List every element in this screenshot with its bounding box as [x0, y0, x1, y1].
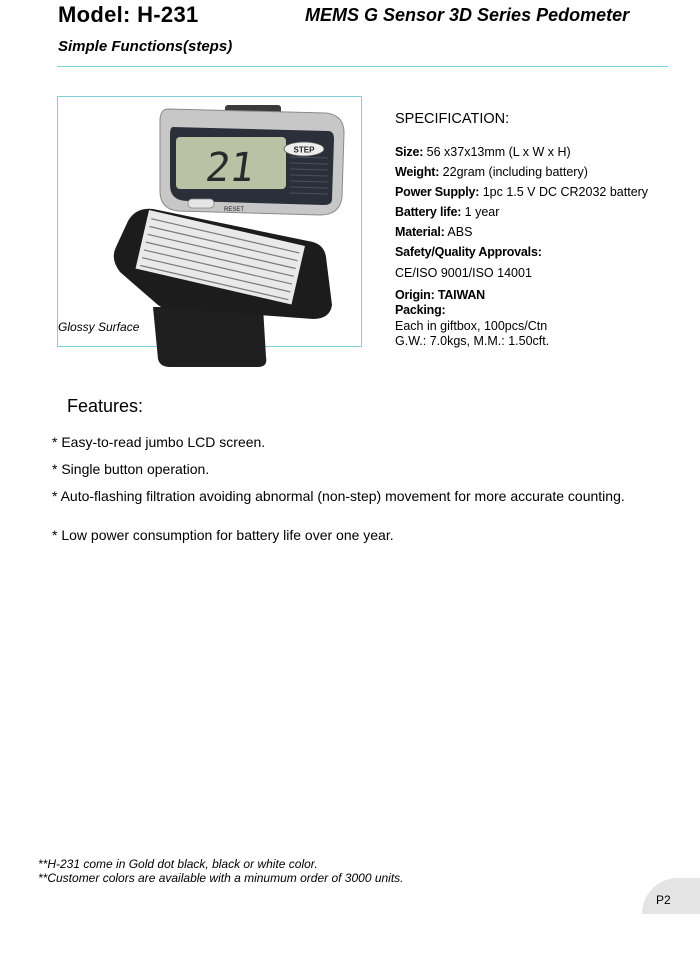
lcd-readout: 21: [202, 145, 258, 191]
spec-weight-value: 22gram (including battery): [439, 165, 588, 179]
footnote-custom-order: **Customer colors are available with a minumum order of 3000 units.: [38, 871, 404, 885]
spec-material-value: ABS: [444, 225, 473, 239]
features-heading: Features:: [67, 396, 144, 416]
spec-weight: [395, 165, 588, 180]
model-title: Model: H-231: [58, 2, 199, 27]
spec-size-value: 56 x37x13mm (L x W x H): [423, 145, 571, 159]
spec-packing-line1: Each in giftbox, 100pcs/Ctn: [395, 319, 548, 333]
spec-power-value: 1pc 1.5 V DC CR2032 battery: [479, 185, 649, 199]
header-divider: [57, 66, 668, 67]
spec-power-label: Power Supply:: [395, 185, 480, 199]
series-title: MEMS G Sensor 3D Series Pedometer: [305, 5, 630, 25]
spec-size: [395, 145, 571, 160]
product-photo-frame: [57, 96, 362, 347]
feature-item: * Easy-to-read jumbo LCD screen.: [52, 434, 266, 450]
footnote-colors: **H-231 come in Gold dot black, black or white color.: [38, 857, 318, 871]
spec-safety-label: Safety/Quality Approvals:: [395, 245, 542, 259]
spec-battery-label: Battery life:: [395, 205, 462, 219]
feature-item: * Single button operation.: [52, 461, 210, 477]
spec-weight-label: Weight:: [395, 165, 440, 179]
page-number: P2: [642, 878, 700, 914]
step-badge: STEP: [293, 145, 315, 155]
spec-origin: Origin: TAIWAN: [395, 288, 486, 302]
subtitle: Simple Functions(steps): [58, 38, 233, 55]
spec-heading: SPECIFICATION:: [395, 111, 510, 127]
spec-material-label: Material:: [395, 225, 445, 239]
spec-safety-value: CE/ISO 9001/ISO 14001: [395, 266, 532, 280]
feature-item: * Low power consumption for battery life over one year.: [52, 527, 394, 543]
spec-power: [395, 185, 648, 200]
spec-material: [395, 225, 472, 240]
spec-battery-value: 1 year: [461, 205, 500, 219]
spec-packing-line2: G.W.: 7.0kgs, M.M.: 1.50cft.: [395, 334, 550, 348]
spec-battery: [395, 205, 499, 220]
reset-label: RESET: [224, 207, 245, 213]
photo-caption: Glossy Surface: [58, 320, 140, 334]
spec-packing-label: Packing:: [395, 303, 446, 317]
feature-item: * Auto-flashing filtration avoiding abnormal (non-step) movement for more accurate counting.: [52, 488, 625, 504]
spec-size-label: Size:: [395, 145, 424, 159]
